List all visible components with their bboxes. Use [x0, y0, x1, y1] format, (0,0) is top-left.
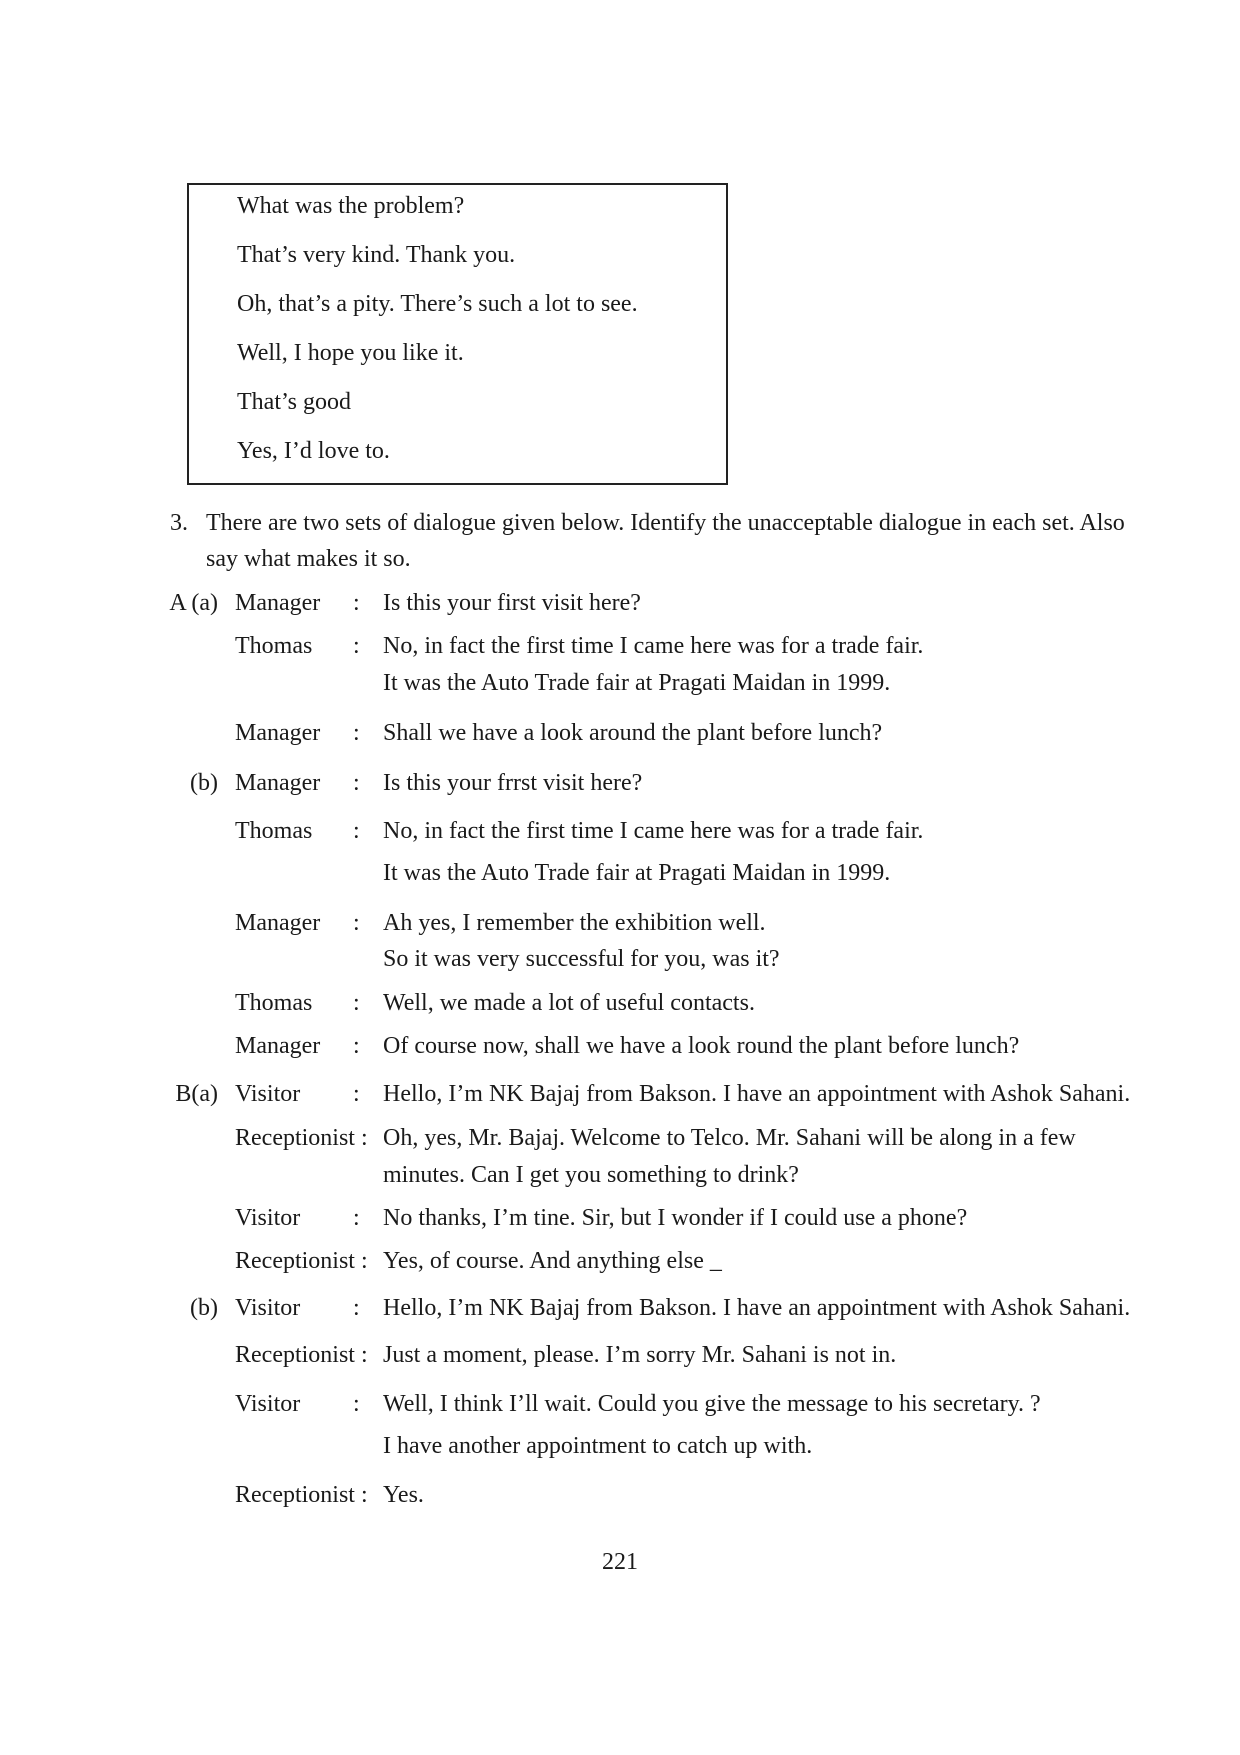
dialogue-text: So it was very successful for you, was it? — [383, 946, 780, 972]
dialogue-text: Yes, of course. And anything else _ — [383, 1248, 722, 1274]
speaker-name: Thomas — [235, 633, 313, 659]
set-label: (b) — [190, 770, 218, 796]
dialogue-line — [0, 767, 1240, 799]
dialogue-line — [0, 717, 1240, 749]
speaker-name: Thomas — [235, 818, 313, 844]
dialogue-text: Shall we have a look around the plant before lunch? — [383, 720, 883, 746]
dialogue-text: Ah yes, I remember the exhibition well. — [383, 910, 766, 936]
speaker-name: Visitor — [235, 1391, 301, 1417]
dialogue-text: No, in fact the first time I came here was for a trade fair. — [383, 633, 924, 659]
question-text: There are two sets of dialogue given below. Identify the unacceptable dialogue in each set. Also say what makes it so. — [206, 510, 1125, 572]
dialogue-line — [0, 1245, 1240, 1277]
dialogue-text: I have another appointment to catch up with. — [383, 1433, 813, 1459]
dialogue-line — [0, 1202, 1240, 1234]
set-label: (b) — [190, 1295, 218, 1321]
dialogue-text: Hello, I’m NK Bajaj from Bakson. I have an appointment with Ashok Sahani. — [383, 1295, 1131, 1321]
speaker-colon: : — [353, 1391, 360, 1417]
speaker-colon: : — [353, 1081, 360, 1107]
dialogue-text: Just a moment, please. I’m sorry Mr. Sahani is not in. — [383, 1342, 897, 1368]
option-text: Well, I hope you like it. — [237, 340, 464, 366]
dialogue-line — [0, 1479, 1240, 1511]
option-text: What was the problem? — [237, 193, 465, 219]
dialogue-line — [0, 1292, 1240, 1324]
response-options-box — [187, 183, 728, 485]
speaker-name: Manager — [235, 910, 321, 936]
option-text: That’s good — [237, 389, 351, 415]
speaker-colon: : — [353, 818, 360, 844]
dialogue-line — [0, 1388, 1240, 1420]
speaker-name: Receptionist : — [235, 1248, 368, 1274]
speaker-name: Manager — [235, 1033, 321, 1059]
speaker-name: Receptionist : — [235, 1125, 368, 1151]
speaker-colon: : — [353, 990, 360, 1016]
dialogue-line — [0, 857, 1240, 889]
speaker-colon: : — [353, 633, 360, 659]
speaker-name: Receptionist : — [235, 1342, 368, 1368]
dialogue-line — [0, 587, 1240, 619]
dialogue-text: No thanks, I’m tine. Sir, but I wonder if I could use a phone? — [383, 1205, 968, 1231]
dialogue-line — [0, 815, 1240, 847]
speaker-colon: : — [353, 1033, 360, 1059]
speaker-colon: : — [353, 720, 360, 746]
dialogue-text: Yes. — [383, 1482, 424, 1508]
dialogue-text: Is this your frrst visit here? — [383, 770, 643, 796]
dialogue-line — [0, 1430, 1240, 1462]
speaker-colon: : — [353, 1295, 360, 1321]
speaker-name: Manager — [235, 720, 321, 746]
dialogue-text: It was the Auto Trade fair at Pragati Maidan in 1999. — [383, 860, 891, 886]
dialogue-line — [0, 667, 1240, 699]
dialogue-text: No, in fact the first time I came here was for a trade fair. — [383, 818, 924, 844]
speaker-colon: : — [353, 590, 360, 616]
set-label: B(a) — [175, 1081, 218, 1107]
speaker-colon: : — [353, 910, 360, 936]
dialogue-line — [0, 1122, 1240, 1154]
question-number: 3. — [170, 510, 188, 536]
dialogue-text: Hello, I’m NK Bajaj from Bakson. I have an appointment with Ashok Sahani. — [383, 1081, 1131, 1107]
speaker-name: Manager — [235, 590, 321, 616]
dialogue-line — [0, 630, 1240, 662]
dialogue-line — [0, 1339, 1240, 1371]
dialogue-text: Well, we made a lot of useful contacts. — [383, 990, 755, 1016]
speaker-name: Visitor — [235, 1205, 301, 1231]
dialogue-line — [0, 1078, 1240, 1110]
dialogue-line — [0, 987, 1240, 1019]
option-text: Yes, I’d love to. — [237, 438, 390, 464]
speaker-name: Manager — [235, 770, 321, 796]
dialogue-line — [0, 907, 1240, 939]
speaker-colon: : — [353, 770, 360, 796]
dialogue-text: Oh, yes, Mr. Bajaj. Welcome to Telco. Mr. Sahani will be along in a few — [383, 1125, 1076, 1151]
speaker-name: Visitor — [235, 1295, 301, 1321]
set-label: A (a) — [169, 590, 218, 616]
dialogue-line — [0, 1159, 1240, 1191]
option-text: That’s very kind. Thank you. — [237, 242, 516, 268]
speaker-colon: : — [353, 1205, 360, 1231]
speaker-name: Thomas — [235, 990, 313, 1016]
dialogue-text: minutes. Can I get you something to drink? — [383, 1162, 799, 1188]
dialogue-text: Of course now, shall we have a look round the plant before lunch? — [383, 1033, 1020, 1059]
speaker-name: Visitor — [235, 1081, 301, 1107]
dialogue-text: Well, I think I’ll wait. Could you give the message to his secretary. ? — [383, 1391, 1041, 1417]
option-text: Oh, that’s a pity. There’s such a lot to see. — [237, 291, 638, 317]
dialogue-line — [0, 1030, 1240, 1062]
dialogue-text: Is this your first visit here? — [383, 590, 641, 616]
dialogue-line — [0, 943, 1240, 975]
page-number: 221 — [602, 1549, 638, 1575]
speaker-name: Receptionist : — [235, 1482, 368, 1508]
dialogue-text: It was the Auto Trade fair at Pragati Maidan in 1999. — [383, 670, 891, 696]
